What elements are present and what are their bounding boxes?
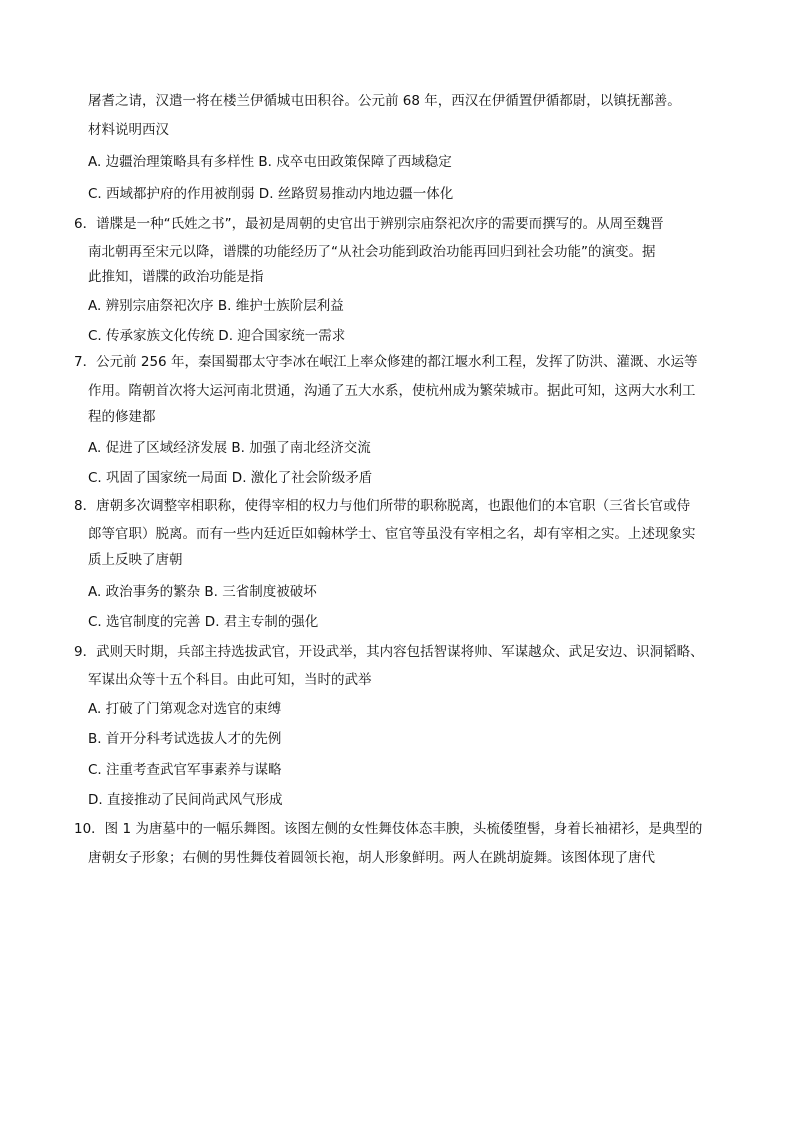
q6-stem-line-1: 6．谱牒是一种“氏姓之书”，最初是周朝的史官出于辨别宗庙祭祀次序的需要而撰写的。从周至魏晋 [74, 216, 664, 232]
q7-stem-line-1: 7．公元前 256 年，秦国蜀郡太守李冰在岷江上率众修建的都江堰水利工程，发挥了防洪、灌溉、水运等 [74, 354, 698, 370]
q8-stem-line-1: 8．唐朝多次调整宰相职称，使得宰相的权力与他们所带的职称脱离，也跟他们的本官职（三省长官或侍 [74, 498, 691, 514]
q8-options-cd: C. 选官制度的完善 D. 君主专制的强化 [88, 614, 319, 630]
q7-options-cd: C. 巩固了国家统一局面 D. 激化了社会阶级矛盾 [88, 470, 373, 486]
q10-stem-line-2: 唐朝女子形象；右侧的男性舞伎着圆领长袍，胡人形象鲜明。两人在跳胡旋舞。该图体现了唐代 [88, 850, 655, 866]
q9-option-a: A. 打破了门第观念对选官的束缚 [88, 701, 282, 717]
q8-stem-line-3: 质上反映了唐朝 [88, 552, 183, 568]
q5-options-cd: C. 西域都护府的作用被削弱 D. 丝路贸易推动内地边疆一体化 [88, 186, 454, 202]
q5-stem-line-2: 材料说明西汉 [88, 122, 169, 138]
q7-stem-line-3: 程的修建都 [88, 409, 156, 425]
q6-stem-line-2: 南北朝再至宋元以降，谱牒的功能经历了“从社会功能到政治功能再回归到社会功能”的演变。据 [88, 244, 656, 260]
q8-options-ab: A. 政治事务的繁杂 B. 三省制度被破坏 [88, 584, 317, 600]
q9-option-d: D. 直接推动了民间尚武风气形成 [88, 792, 283, 808]
q10-stem-line-1: 10．图 1 为唐墓中的一幅乐舞图。该图左侧的女性舞伎体态丰腴，头梳倭堕髻，身着长袖裙衫，是典型的 [74, 821, 703, 837]
q5-options-ab: A. 边疆治理策略具有多样性 B. 戍卒屯田政策保障了西域稳定 [88, 154, 452, 170]
q7-stem-line-2: 作用。隋朝首次将大运河南北贯通，沟通了五大水系，使杭州成为繁荣城市。据此可知，这两大水利工 [88, 383, 696, 399]
q5-stem-line-1: 屠耆之请，汉遣一将在楼兰伊循城屯田积谷。公元前 68 年，西汉在伊循置伊循都尉，以镇抚鄯善。 [88, 93, 681, 109]
q6-stem-line-3: 此推知，谱牒的政治功能是指 [88, 269, 264, 285]
q8-stem-line-2: 郎等官职）脱离。而有一些内廷近臣如翰林学士、宦官等虽没有宰相之名，却有宰相之实。上述现象实 [88, 526, 696, 542]
q7-options-ab: A. 促进了区域经济发展 B. 加强了南北经济交流 [88, 440, 371, 456]
q9-stem-line-1: 9．武则天时期，兵部主持选拔武官，开设武举，其内容包括智谋将帅、军谋越众、武足安边、识洞韬略、 [74, 644, 704, 660]
q9-stem-line-2: 军谋出众等十五个科目。由此可知，当时的武举 [88, 672, 372, 688]
q9-option-b: B. 首开分科考试选拔人才的先例 [88, 731, 282, 747]
q6-options-ab: A. 辨别宗庙祭祀次序 B. 维护士族阶层利益 [88, 298, 344, 314]
q9-option-c: C. 注重考查武官军事素养与谋略 [88, 762, 282, 778]
q6-options-cd: C. 传承家族文化传统 D. 迎合国家统一需求 [88, 328, 346, 344]
